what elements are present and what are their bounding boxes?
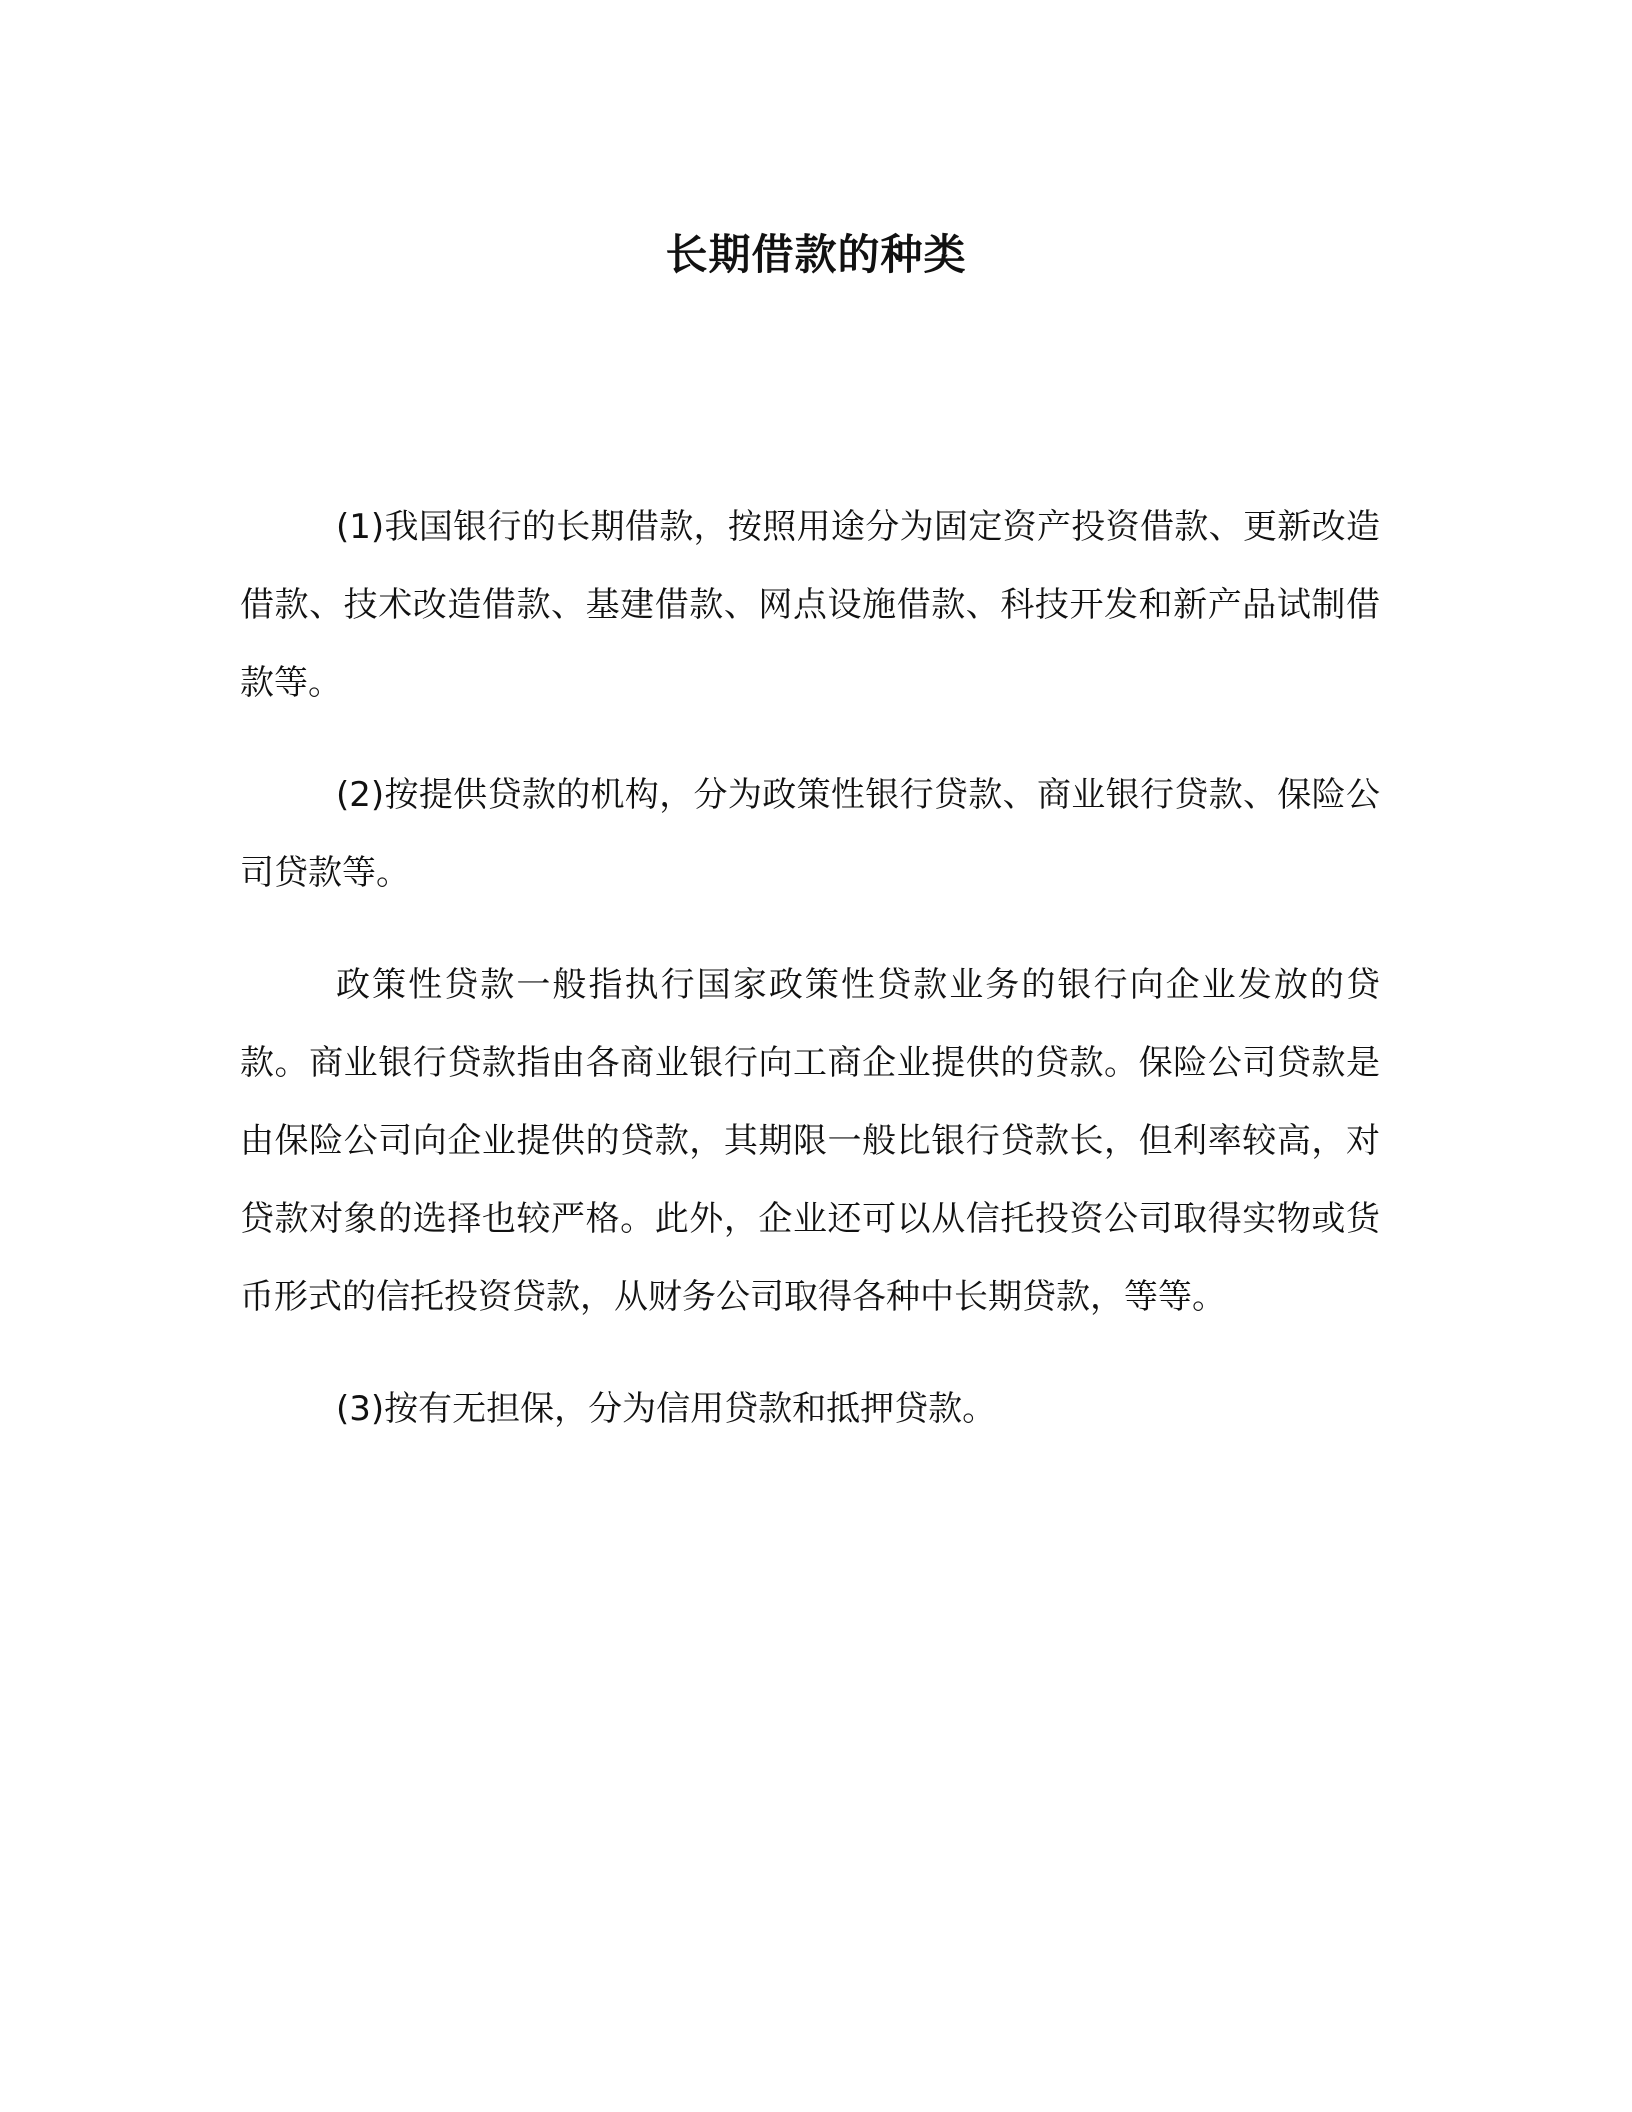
document-body <box>240 488 1380 1482</box>
paragraph-loan-purpose: (1)我国银行的长期借款，按照用途分为固定资产投资借款、更新改造借款、技术改造借款、基建借款、网点设施借款、科技开发和新产品试制借款等。 <box>240 507 1380 703</box>
paragraph-loan-guarantee: (3)按有无担保，分为信用贷款和抵押贷款。 <box>336 1389 997 1429</box>
paragraph-loan-institution: (2)按提供贷款的机构，分为政策性银行贷款、商业银行贷款、保险公司贷款等。 <box>240 775 1380 893</box>
paragraph-loan-types-detail: 政策性贷款一般指执行国家政策性贷款业务的银行向企业发放的贷款。商业银行贷款指由各商业银行向工商企业提供的贷款。保险公司贷款是由保险公司向企业提供的贷款，其期限一般比银行贷款长，但利率较高，对贷款对象的选择也较严格。此外，企业还可以从信托投资公司取得实物或货币形式的信托投资贷款，从财务公司取得各种中长期贷款，等等。 <box>240 965 1380 1317</box>
document-title: 长期借款的种类 <box>665 230 967 279</box>
